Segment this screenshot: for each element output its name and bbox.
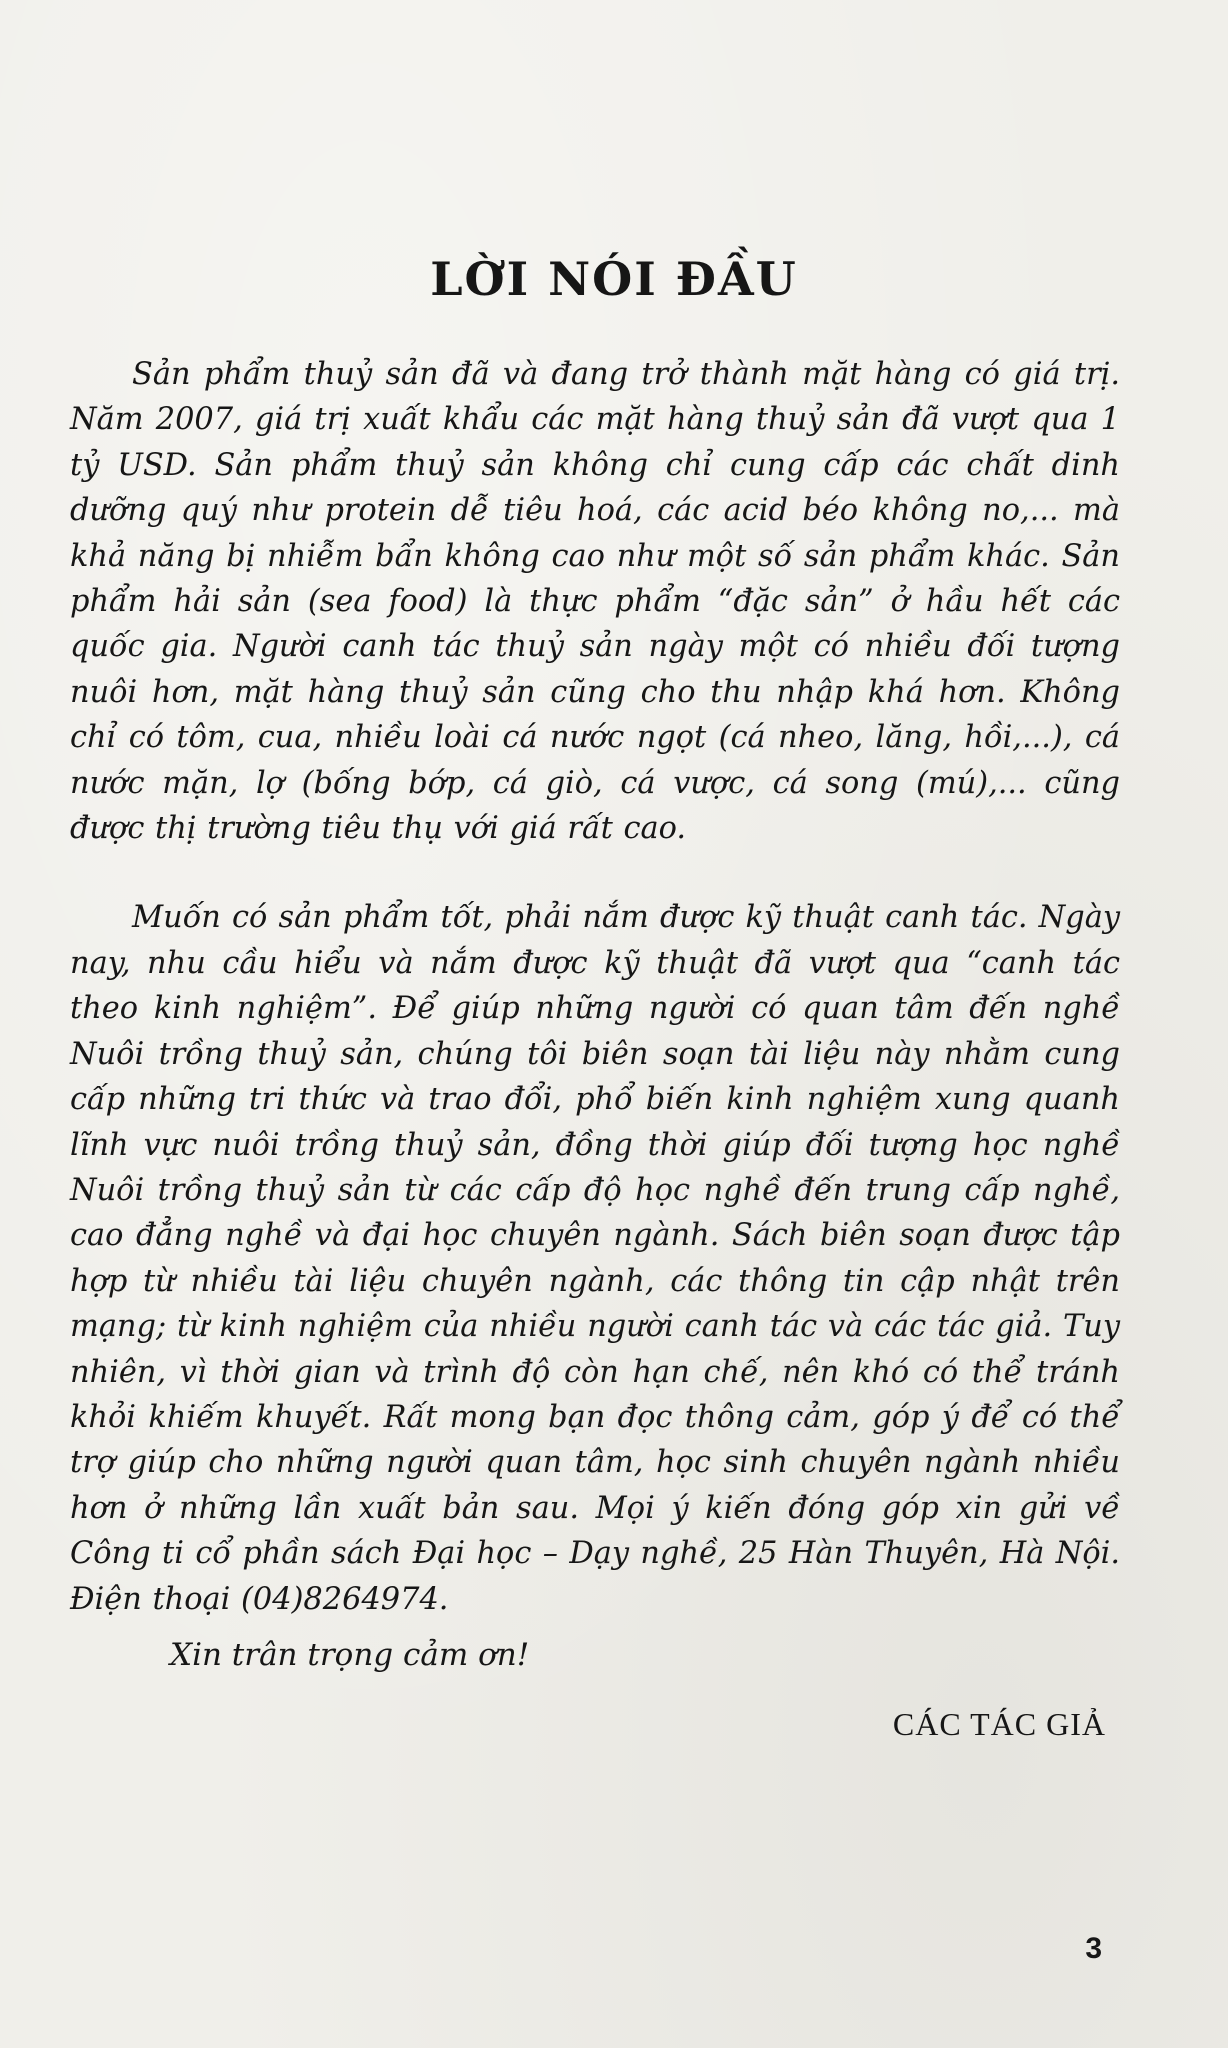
preface-body (70, 352, 1120, 1622)
paragraph-1: Sản phẩm thuỷ sản đã và đang trở thành mặt hàng có giá trị. Năm 2007, giá trị xuất khẩu các mặt hàng thuỷ sản đã vượt qua 1 tỷ USD. Sản phẩm thuỷ sản không chỉ cung cấp các chất dinh dưỡng quý như protein dễ tiêu hoá, các acid béo không no,... mà khả năng bị nhiễm bẩn không cao như một số sản phẩm khác. Sản phẩm hải sản (sea food) là thực phẩm “đặc sản” ở hầu hết các quốc gia. Người canh tác thuỷ sản ngày một có nhiều đối tượng nuôi hơn, mặt hàng thuỷ sản cũng cho thu nhập khá hơn. Không chỉ có tôm, cua, nhiều loài cá nước ngọt (cá nheo, lăng, hồi,...), cá nước mặn, lợ (bống bớp, cá giò, cá vược, cá song (mú),... cũng được thị trường tiêu thụ với giá rất cao. (70, 357, 1120, 847)
paragraph-2: Muốn có sản phẩm tốt, phải nắm được kỹ thuật canh tác. Ngày nay, nhu cầu hiểu và nắm được kỹ thuật đã vượt qua “canh tác theo kinh nghiệm”. Để giúp những người có quan tâm đến nghề Nuôi trồng thuỷ sản, chúng tôi biên soạn tài liệu này nhằm cung cấp những tri thức và trao đổi, phổ biến kinh nghiệm xung quanh lĩnh vực nuôi trồng thuỷ sản, đồng thời giúp đối tượng học nghề Nuôi trồng thuỷ sản từ các cấp độ học nghề đến trung cấp nghề, cao đẳng nghề và đại học chuyên ngành. Sách biên soạn được tập hợp từ nhiều tài liệu chuyên ngành, các thông tin cập nhật trên mạng; từ kinh nghiệm của nhiều người canh tác và các tác giả. Tuy nhiên, vì thời gian và trình độ còn hạn chế, nên khó có thể tránh khỏi khiếm khuyết. Rất mong bạn đọc thông cảm, góp ý để có thể trợ giúp cho những người quan tâm, học sinh chuyên ngành nhiều hơn ở những lần xuất bản sau. Mọi ý kiến đóng góp xin gửi về Công ti cổ phần sách Đại học – Dạy nghề, 25 Hàn Thuyên, Hà Nội. Điện thoại (04)8264974. (70, 900, 1120, 1617)
page-number: 3 (1085, 1932, 1102, 1965)
author-signature: CÁC TÁC GIẢ (892, 1706, 1106, 1742)
closing-line: Xin trân trọng cảm ơn! (170, 1637, 530, 1673)
page-title: LỜI NÓI ĐẦU (430, 252, 798, 306)
